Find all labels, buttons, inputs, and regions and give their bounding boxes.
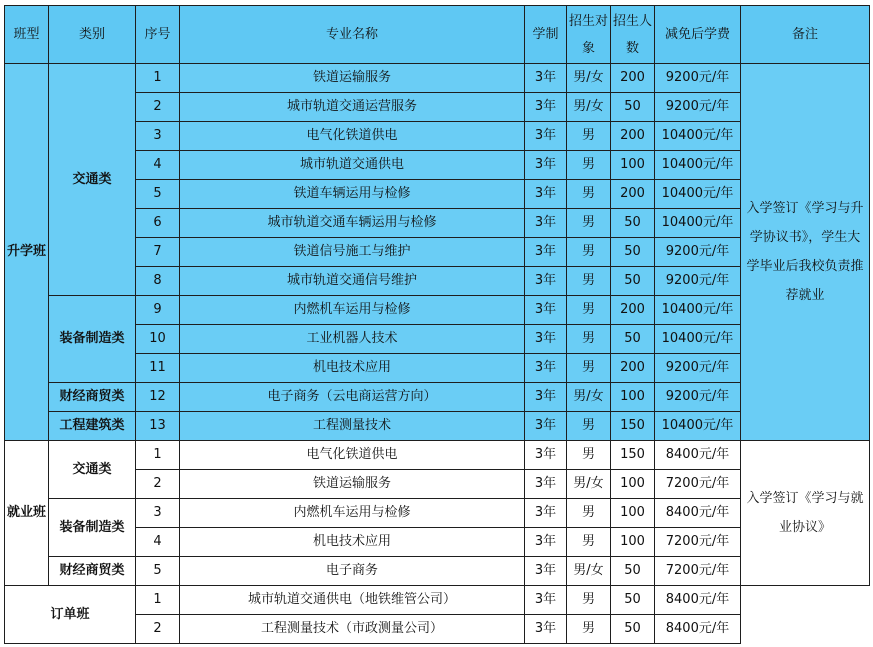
remark-line: 荐就业 — [785, 288, 825, 303]
cell-target: 男 — [567, 122, 611, 151]
cell-quota: 50 — [611, 615, 655, 644]
cell-duration: 3年 — [525, 557, 567, 586]
cell-number: 4 — [136, 528, 180, 557]
cell-fee: 9200元/年 — [655, 267, 741, 296]
cell-major: 电子商务 — [180, 557, 525, 586]
cell-major: 城市轨道交通运营服务 — [180, 93, 525, 122]
cell-major: 机电技术应用 — [180, 528, 525, 557]
cell-number: 3 — [136, 499, 180, 528]
table-row — [5, 499, 870, 528]
cell-number: 7 — [136, 238, 180, 267]
cell-target: 男 — [567, 151, 611, 180]
cell-major: 电气化铁道供电 — [180, 441, 525, 470]
cell-major: 城市轨道交通车辆运用与检修 — [180, 209, 525, 238]
header-remark: 备注 — [741, 6, 870, 64]
cell-major: 内燃机车运用与检修 — [180, 296, 525, 325]
class-type-cell: 订单班 — [5, 586, 136, 644]
table-row — [5, 412, 870, 441]
category-cell: 交通类 — [49, 64, 136, 296]
cell-target: 男 — [567, 354, 611, 383]
cell-major: 铁道车辆运用与检修 — [180, 180, 525, 209]
cell-fee: 9200元/年 — [655, 383, 741, 412]
cell-fee: 7200元/年 — [655, 470, 741, 499]
table-row — [5, 586, 870, 615]
cell-fee: 10400元/年 — [655, 412, 741, 441]
header-quota — [611, 6, 655, 64]
cell-major: 铁道运输服务 — [180, 470, 525, 499]
cell-fee: 10400元/年 — [655, 122, 741, 151]
cell-target: 男 — [567, 267, 611, 296]
remark-line: 学协议书》，学生大 — [749, 230, 861, 245]
cell-fee: 10400元/年 — [655, 209, 741, 238]
cell-target: 男/女 — [567, 93, 611, 122]
cell-target: 男 — [567, 296, 611, 325]
cell-fee: 9200元/年 — [655, 354, 741, 383]
cell-major: 工业机器人技术 — [180, 325, 525, 354]
cell-quota: 50 — [611, 238, 655, 267]
cell-number: 2 — [136, 615, 180, 644]
remark-line: 入学签订《学习与就 — [746, 491, 864, 506]
cell-duration: 3年 — [525, 383, 567, 412]
cell-quota: 200 — [611, 354, 655, 383]
cell-number: 5 — [136, 557, 180, 586]
cell-quota: 50 — [611, 586, 655, 615]
cell-target: 男 — [567, 412, 611, 441]
category-cell: 装备制造类 — [49, 296, 136, 383]
cell-duration: 3年 — [525, 93, 567, 122]
cell-fee: 10400元/年 — [655, 296, 741, 325]
header-class-type: 班型 — [5, 6, 49, 64]
cell-quota: 100 — [611, 470, 655, 499]
cell-major: 内燃机车运用与检修 — [180, 499, 525, 528]
cell-fee: 9200元/年 — [655, 64, 741, 93]
header-target — [567, 6, 611, 64]
cell-duration: 3年 — [525, 412, 567, 441]
class-type-cell: 升学班 — [5, 64, 49, 441]
cell-fee: 9200元/年 — [655, 238, 741, 267]
cell-number: 8 — [136, 267, 180, 296]
cell-number: 3 — [136, 122, 180, 151]
cell-quota: 150 — [611, 441, 655, 470]
cell-major: 工程测量技术 — [180, 412, 525, 441]
cell-number: 1 — [136, 64, 180, 93]
cell-target: 男 — [567, 180, 611, 209]
cell-number: 6 — [136, 209, 180, 238]
cell-major: 城市轨道交通信号维护 — [180, 267, 525, 296]
cell-duration: 3年 — [525, 499, 567, 528]
cell-major: 电气化铁道供电 — [180, 122, 525, 151]
table-row — [5, 383, 870, 412]
cell-duration: 3年 — [525, 586, 567, 615]
cell-major: 城市轨道交通供电（地铁维管公司） — [180, 586, 525, 615]
cell-major: 机电技术应用 — [180, 354, 525, 383]
cell-fee: 7200元/年 — [655, 557, 741, 586]
cell-major: 工程测量技术（市政测量公司） — [180, 615, 525, 644]
cell-target: 男/女 — [567, 470, 611, 499]
cell-duration: 3年 — [525, 615, 567, 644]
table-row — [5, 296, 870, 325]
cell-quota: 100 — [611, 383, 655, 412]
cell-major: 电子商务（云电商运营方向） — [180, 383, 525, 412]
cell-fee: 8400元/年 — [655, 499, 741, 528]
cell-quota: 200 — [611, 296, 655, 325]
cell-target: 男/女 — [567, 64, 611, 93]
cell-target: 男 — [567, 441, 611, 470]
cell-fee: 10400元/年 — [655, 325, 741, 354]
header-duration: 学制 — [525, 6, 567, 64]
header-quota-line2: 数 — [625, 40, 639, 56]
cell-target: 男 — [567, 238, 611, 267]
cell-major: 铁道运输服务 — [180, 64, 525, 93]
cell-fee: 8400元/年 — [655, 586, 741, 615]
cell-duration: 3年 — [525, 64, 567, 93]
table-row — [5, 441, 870, 470]
category-cell: 工程建筑类 — [49, 412, 136, 441]
category-cell: 装备制造类 — [49, 499, 136, 557]
category-cell: 财经商贸类 — [49, 557, 136, 586]
cell-quota: 50 — [611, 267, 655, 296]
category-cell: 财经商贸类 — [49, 383, 136, 412]
remark-cell — [741, 64, 870, 441]
table-row — [5, 64, 870, 93]
cell-quota: 200 — [611, 180, 655, 209]
cell-quota: 50 — [611, 557, 655, 586]
cell-fee: 8400元/年 — [655, 615, 741, 644]
cell-fee: 10400元/年 — [655, 151, 741, 180]
cell-duration: 3年 — [525, 122, 567, 151]
category-cell: 交通类 — [49, 441, 136, 499]
header-quota-line1: 招生人 — [612, 13, 652, 29]
cell-duration: 3年 — [525, 180, 567, 209]
cell-quota: 100 — [611, 499, 655, 528]
header-major: 专业名称 — [180, 6, 525, 64]
cell-number: 1 — [136, 586, 180, 615]
cell-major: 铁道信号施工与维护 — [180, 238, 525, 267]
cell-fee: 8400元/年 — [655, 441, 741, 470]
cell-number: 11 — [136, 354, 180, 383]
cell-quota: 150 — [611, 412, 655, 441]
cell-target: 男 — [567, 209, 611, 238]
enrollment-table — [4, 5, 870, 644]
cell-duration: 3年 — [525, 209, 567, 238]
cell-target: 男 — [567, 499, 611, 528]
header-target-line2: 象 — [581, 40, 595, 56]
cell-number: 1 — [136, 441, 180, 470]
table-row — [5, 557, 870, 586]
cell-target: 男/女 — [567, 383, 611, 412]
cell-duration: 3年 — [525, 238, 567, 267]
cell-major: 城市轨道交通供电 — [180, 151, 525, 180]
cell-duration: 3年 — [525, 354, 567, 383]
header-row — [5, 6, 870, 64]
cell-number: 2 — [136, 470, 180, 499]
header-category: 类别 — [49, 6, 136, 64]
remark-line: 入学签订《学习与升 — [746, 201, 864, 216]
cell-quota: 50 — [611, 93, 655, 122]
cell-target: 男 — [567, 528, 611, 557]
remark-line: 学毕业后我校负责推 — [746, 259, 864, 274]
table-body — [5, 64, 870, 644]
cell-duration: 3年 — [525, 296, 567, 325]
cell-target: 男 — [567, 615, 611, 644]
class-type-cell: 就业班 — [5, 441, 49, 586]
cell-fee: 7200元/年 — [655, 528, 741, 557]
cell-duration: 3年 — [525, 470, 567, 499]
cell-quota: 200 — [611, 64, 655, 93]
cell-quota: 100 — [611, 528, 655, 557]
cell-quota: 200 — [611, 122, 655, 151]
cell-number: 2 — [136, 93, 180, 122]
cell-number: 10 — [136, 325, 180, 354]
cell-target: 男/女 — [567, 557, 611, 586]
remark-cell — [741, 441, 870, 586]
cell-target: 男 — [567, 586, 611, 615]
cell-quota: 50 — [611, 325, 655, 354]
header-target-line1: 招生对 — [568, 13, 608, 29]
header-number: 序号 — [136, 6, 180, 64]
cell-fee: 10400元/年 — [655, 180, 741, 209]
cell-duration: 3年 — [525, 528, 567, 557]
cell-quota: 50 — [611, 209, 655, 238]
cell-duration: 3年 — [525, 325, 567, 354]
cell-duration: 3年 — [525, 441, 567, 470]
cell-fee: 9200元/年 — [655, 93, 741, 122]
cell-number: 12 — [136, 383, 180, 412]
remark-line: 业协议》 — [778, 520, 831, 535]
cell-number: 9 — [136, 296, 180, 325]
cell-number: 5 — [136, 180, 180, 209]
cell-number: 4 — [136, 151, 180, 180]
cell-duration: 3年 — [525, 151, 567, 180]
cell-quota: 100 — [611, 151, 655, 180]
cell-duration: 3年 — [525, 267, 567, 296]
cell-target: 男 — [567, 325, 611, 354]
cell-number: 13 — [136, 412, 180, 441]
header-fee: 减免后学费 — [655, 6, 741, 64]
